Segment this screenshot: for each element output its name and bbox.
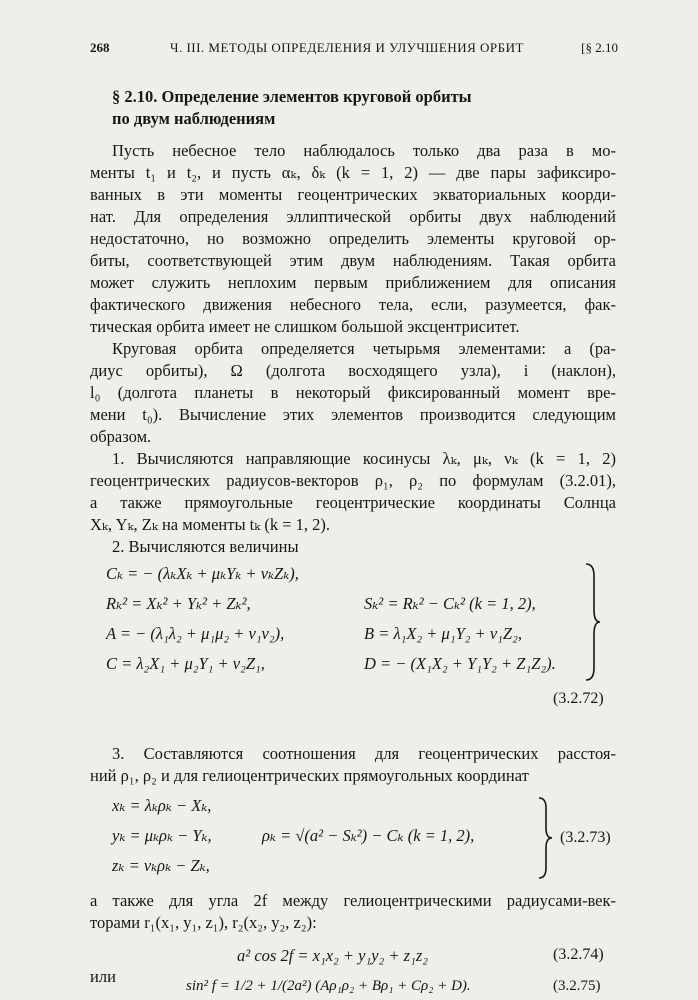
text-line: нат. Для определения эллиптической орбиты двух наблюдений	[90, 207, 616, 226]
text-line: Пусть небесное тело наблюдалось только два раза в мо-	[112, 141, 616, 160]
text-line: 3. Составляются соотношения для геоцентрических расстоя-	[112, 744, 616, 763]
right-brace	[536, 796, 554, 880]
text-line: геоцентрических радиусов-векторов ρ₁, ρ₂ по формулам (3.2.01),	[90, 471, 616, 490]
text-line: ванных в эти моменты геоцентрических экваториальных коорди-	[90, 185, 616, 204]
page-number: 268	[90, 40, 110, 55]
paragraph-5	[90, 890, 616, 934]
equation-line: Cₖ = − (λₖXₖ + μₖYₖ + νₖZₖ),	[106, 564, 299, 583]
text-line: биты, соответствующей этим двум наблюдениям. Такая орбита	[90, 251, 616, 270]
text-line: тическая орбита имеет не слишком большой эксцентриситет.	[90, 317, 520, 336]
equation-line: A = − (λ₁λ₂ + μ₁μ₂ + ν₁ν₂),	[106, 624, 285, 643]
text-line: 2. Вычисляются величины	[112, 537, 299, 556]
equation-line: Sₖ² = Rₖ² − Cₖ² (k = 1, 2),	[364, 594, 536, 613]
text-line: 1. Вычисляются направляющие косинусы λₖ, μₖ, νₖ (k = 1, 2)	[112, 449, 616, 468]
paragraph-1	[90, 140, 616, 338]
equation-line: a² cos 2f = x₁x₂ + y₁y₂ + z₁z₂	[237, 946, 428, 965]
paragraph-4	[90, 743, 616, 787]
paragraph-2	[90, 338, 616, 448]
text-line: может служить неплохим первым приближением для описания	[90, 273, 616, 292]
equation-line: xₖ = λₖρₖ − Xₖ,	[112, 796, 212, 815]
section-title-line: § 2.10. Определение элементов круговой орбиты	[112, 87, 472, 106]
right-brace	[582, 562, 602, 682]
equation-line: yₖ = μₖρₖ − Yₖ,	[112, 826, 212, 845]
text-line: Круговая орбита определяется четырьмя элементами: a (ра-	[112, 339, 616, 358]
equation-line: zₖ = νₖρₖ − Zₖ,	[112, 856, 210, 875]
text-line: мени t₀). Вычисление этих элементов производится следующим	[90, 405, 616, 424]
equation-line: D = − (X₁X₂ + Y₁Y₂ + Z₁Z₂).	[364, 654, 556, 673]
equation-number: (3.2.75)	[553, 978, 601, 994]
connector-word: или	[90, 967, 116, 986]
section-title	[112, 86, 472, 130]
text-line: образом.	[90, 427, 152, 446]
running-header	[90, 40, 618, 62]
text-line: торами r₁(x₁, y₁, z₁), r₂(x₂, y₂, z₂):	[90, 913, 317, 932]
equation-number: (3.2.74)	[553, 946, 604, 963]
text-line: а также прямоугольные геоцентрические координаты Солнца	[90, 493, 616, 512]
text-line: ний ρ₁, ρ₂ и для гелиоцентрических прямоугольных координат	[90, 766, 529, 785]
section-ref: [§ 2.10	[581, 40, 618, 55]
equation-line: ρₖ = √(a² − Sₖ²) − Cₖ (k = 1, 2),	[262, 826, 475, 845]
text-line: а также для угла 2f между гелиоцентрическими радиусами-век-	[90, 891, 616, 910]
text-line: l₀ (долгота планеты в некоторый фиксированный момент вре-	[90, 383, 616, 402]
running-title: Ч. III. МЕТОДЫ ОПРЕДЕЛЕНИЯ И УЛУЧШЕНИЯ ОРБИТ	[170, 40, 524, 55]
equation-line: sin² f = 1/2 + 1/(2a²) (Aρ₁ρ₂ + Bρ₁ + Cρ₂ + D).	[186, 978, 471, 994]
section-title-line: по двум наблюдениям	[112, 109, 276, 128]
equation-number: (3.2.72)	[553, 690, 604, 707]
text-line: менты t₁ и t₂, и пусть αₖ, δₖ (k = 1, 2) — две пары зафиксиро-	[90, 163, 616, 182]
equation-line: B = λ₁X₂ + μ₁Y₂ + ν₁Z₂,	[364, 624, 522, 643]
text-line: диус орбиты), Ω (долгота восходящего узла), i (наклон),	[90, 361, 616, 380]
paragraph-3	[90, 448, 616, 558]
equation-number: (3.2.73)	[560, 829, 611, 846]
text-line: фактического движения небесного тела, если, разумеется, фак-	[90, 295, 616, 314]
text-line: недостаточно, но возможно определить элементы круговой ор-	[90, 229, 616, 248]
equation-line: Rₖ² = Xₖ² + Yₖ² + Zₖ²,	[106, 594, 251, 613]
text-line: Xₖ, Yₖ, Zₖ на моменты tₖ (k = 1, 2).	[90, 515, 331, 534]
equation-line: C = λ₂X₁ + μ₂Y₁ + ν₂Z₁,	[106, 654, 265, 673]
